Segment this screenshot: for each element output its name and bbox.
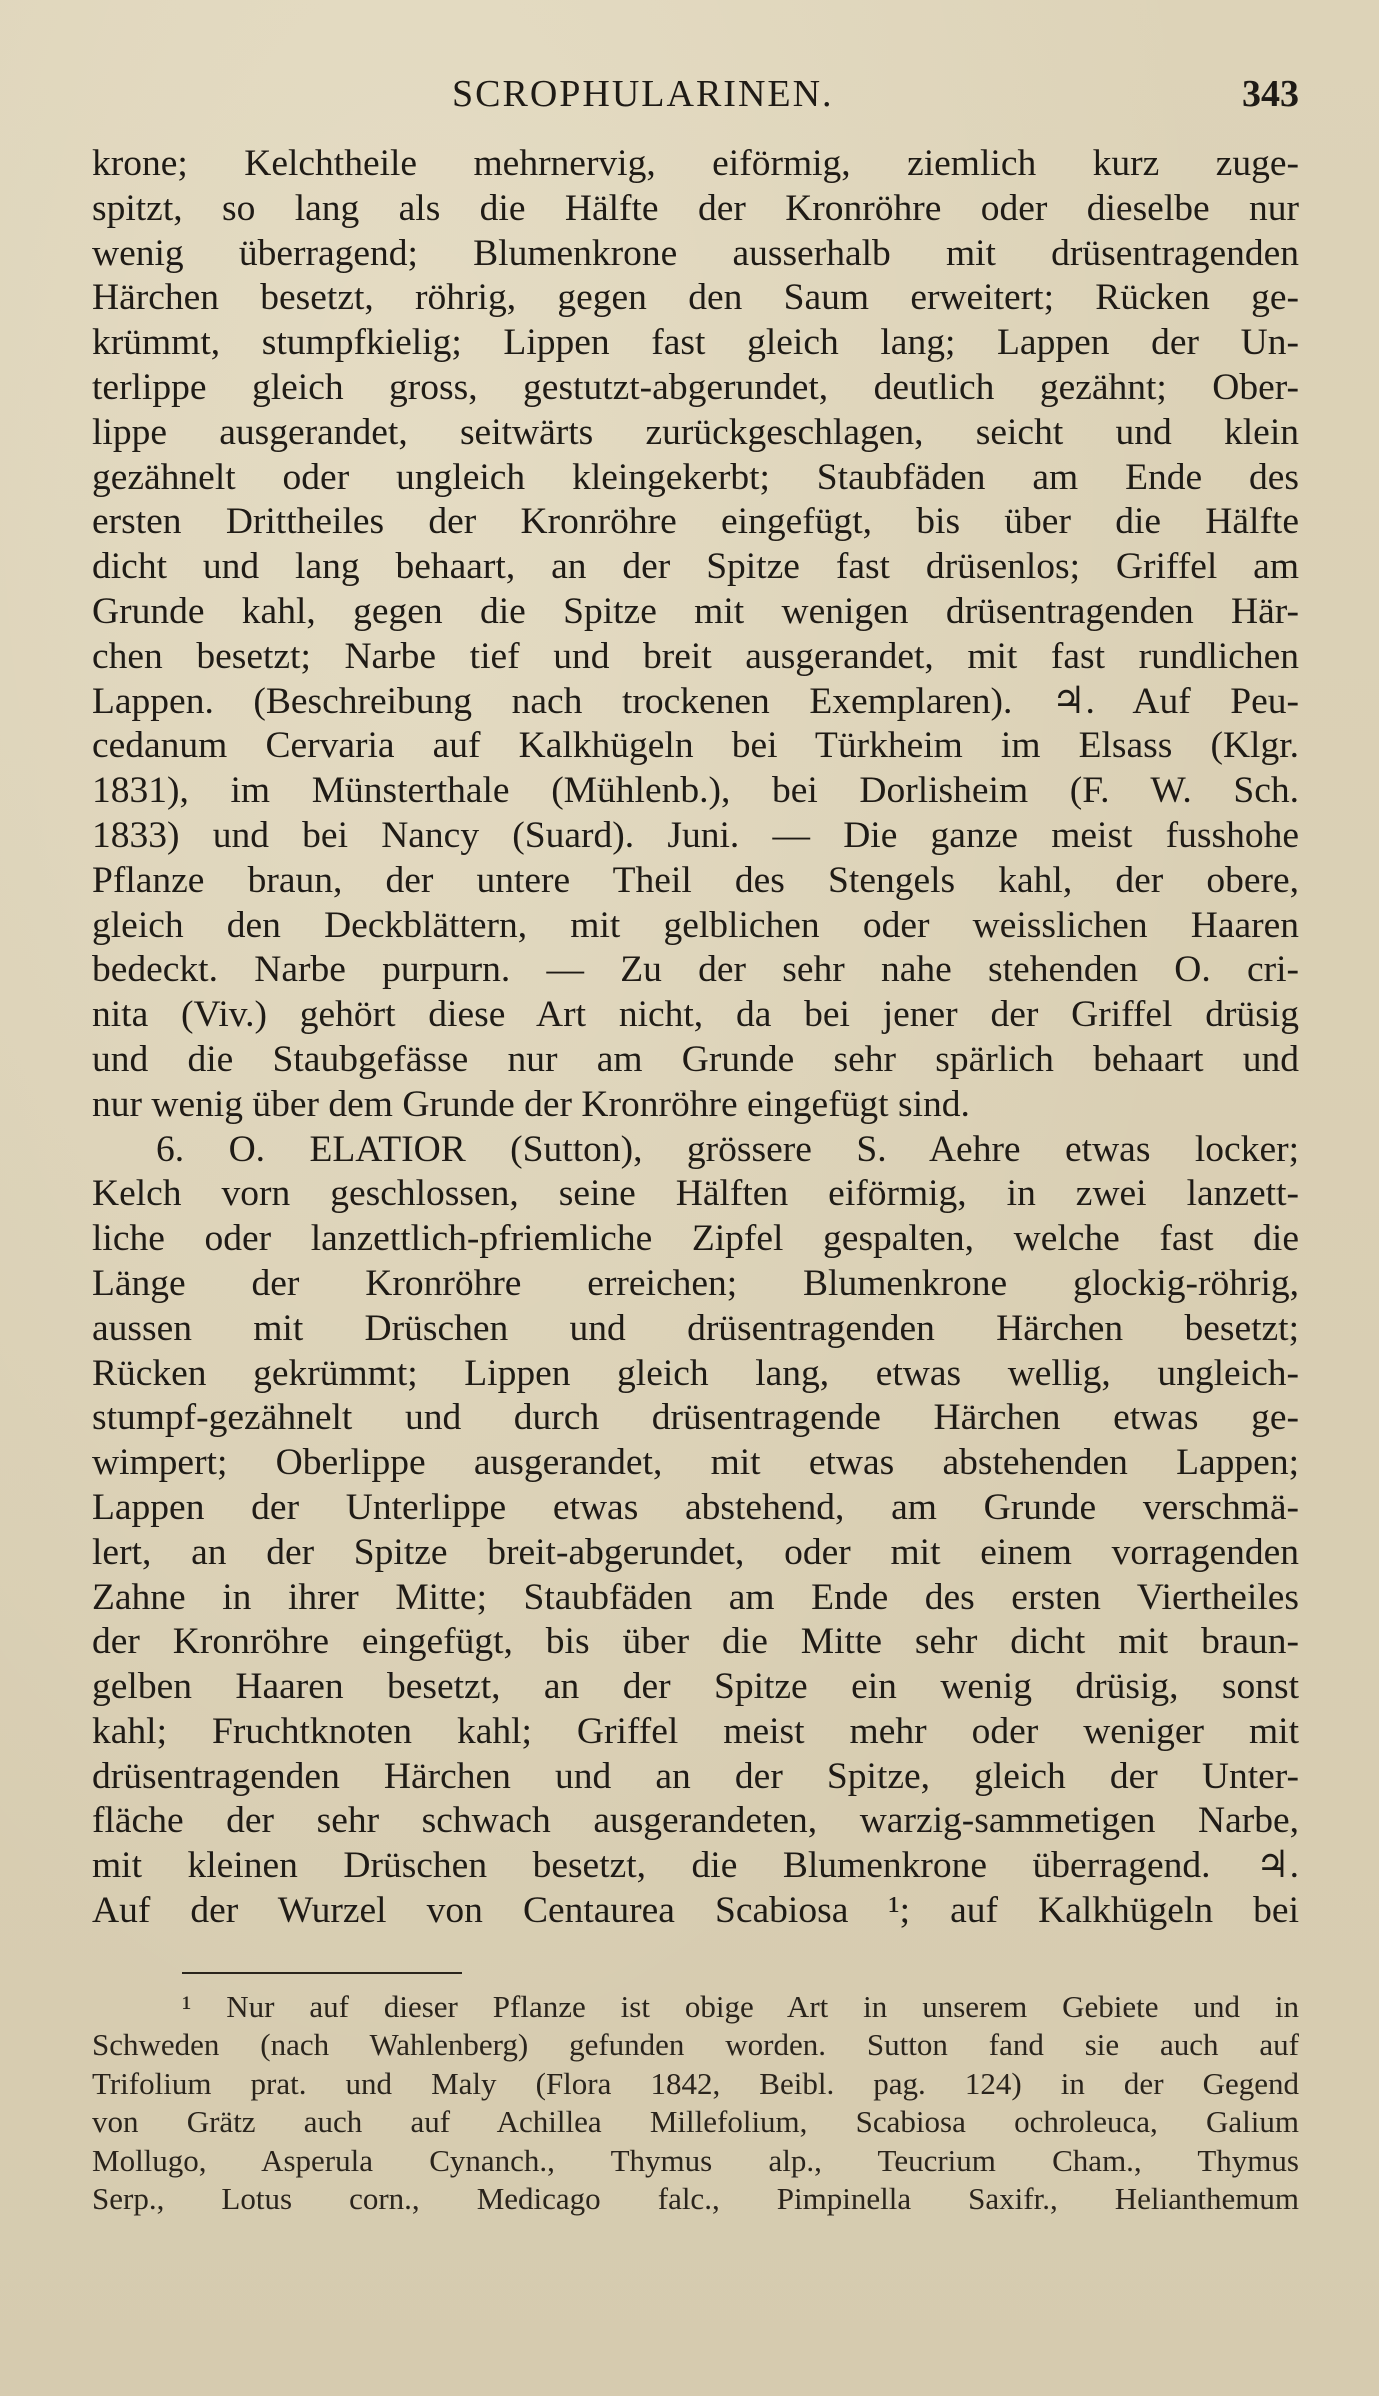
footnote-line: von Grätz auch auf Achillea Millefolium, Scabiosa ochroleuca, Galium (92, 2104, 1299, 2140)
text-line: kahl; Fruchtknoten kahl; Griffel meist mehr oder weniger mit (92, 1710, 1299, 1752)
text-line: fläche der sehr schwach ausgerandeten, warzig-sammetigen Narbe, (92, 1800, 1299, 1842)
text-line: Pflanze braun, der untere Theil des Stengels kahl, der obere, (92, 859, 1299, 901)
text-line: Länge der Kronröhre erreichen; Blumenkrone glockig-röhrig, (92, 1262, 1299, 1304)
footnote-line: Serp., Lotus corn., Medicago falc., Pimpinella Saxifr., Helianthemum (92, 2181, 1299, 2217)
text-line: lippe ausgerandet, seitwärts zurückgeschlagen, seicht und klein (92, 411, 1299, 453)
footnote-line: Trifolium prat. und Maly (Flora 1842, Beibl. pag. 124) in der Gegend (92, 2065, 1299, 2101)
text-line: cedanum Cervaria auf Kalkhügeln bei Türkheim im Elsass (Klgr. (92, 725, 1299, 767)
running-head: SCROPHULARINEN. (452, 73, 834, 115)
text-line: Lappen. (Beschreibung nach trockenen Exemplaren). ♃. Auf Peu- (92, 680, 1299, 722)
text-line: 1833) und bei Nancy (Suard). Juni. — Die ganze meist fusshohe (92, 814, 1299, 856)
text-line: Zahne in ihrer Mitte; Staubfäden am Ende des ersten Viertheiles (92, 1576, 1299, 1618)
footnote-line: ¹ Nur auf dieser Pflanze ist obige Art in unserem Gebiete und in (182, 1988, 1299, 2024)
text-line: mit kleinen Drüschen besetzt, die Blumenkrone überragend. ♃. (92, 1845, 1299, 1887)
text-line: Auf der Wurzel von Centaurea Scabiosa ¹; auf Kalkhügeln bei (92, 1890, 1299, 1932)
text-line: stumpf-gezähnelt und durch drüsentragende Härchen etwas ge- (92, 1397, 1299, 1439)
text-line: wenig überragend; Blumenkrone ausserhalb mit drüsentragenden (92, 232, 1299, 274)
text-line: Kelch vorn geschlossen, seine Hälften eiförmig, in zwei lanzett- (92, 1173, 1299, 1215)
text-line: gezähnelt oder ungleich kleingekerbt; Staubfäden am Ende des (92, 456, 1299, 498)
footnotes (92, 1988, 1299, 2219)
footnote-line: Schweden (nach Wahlenberg) gefunden worden. Sutton fand sie auch auf (92, 2027, 1299, 2063)
footnote-divider (182, 1972, 462, 1974)
text-line: ersten Drittheiles der Kronröhre eingefügt, bis über die Hälfte (92, 501, 1299, 543)
text-line: bedeckt. Narbe purpurn. — Zu der sehr nahe stehenden O. cri- (92, 949, 1299, 991)
text-line: krone; Kelchtheile mehrnervig, eiförmig, ziemlich kurz zuge- (92, 143, 1299, 184)
text-line: spitzt, so lang als die Hälfte der Kronröhre oder dieselbe nur (92, 187, 1299, 229)
text-line: und die Staubgefässe nur am Grunde sehr spärlich behaart und (92, 1038, 1299, 1080)
text-line: Grunde kahl, gegen die Spitze mit wenigen drüsentragenden Här- (92, 590, 1299, 632)
text-line: nita (Viv.) gehört diese Art nicht, da bei jener der Griffel drüsig (92, 994, 1299, 1036)
footnote-line: Mollugo, Asperula Cynanch., Thymus alp., Teucrium Cham., Thymus (92, 2142, 1299, 2178)
text-line: lert, an der Spitze breit-abgerundet, oder mit einem vorragenden (92, 1531, 1299, 1573)
text-line: Härchen besetzt, röhrig, gegen den Saum erweitert; Rücken ge- (92, 277, 1299, 319)
text-line: gelben Haaren besetzt, an der Spitze ein wenig drüsig, sonst (92, 1666, 1299, 1708)
text-line: chen besetzt; Narbe tief und breit ausgerandet, mit fast rundlichen (92, 635, 1299, 677)
text-line: Rücken gekrümmt; Lippen gleich lang, etwas wellig, ungleich- (92, 1352, 1299, 1394)
text-line: nur wenig über dem Grunde der Kronröhre eingefügt sind. (92, 1083, 970, 1125)
text-line: drüsentragenden Härchen und an der Spitze, gleich der Unter- (92, 1755, 1299, 1797)
text-line: krümmt, stumpfkielig; Lippen fast gleich lang; Lappen der Un- (92, 322, 1299, 364)
text-line: dicht und lang behaart, an der Spitze fast drüsenlos; Griffel am (92, 546, 1299, 588)
text-line: der Kronröhre eingefügt, bis über die Mitte sehr dicht mit braun- (92, 1621, 1299, 1663)
species-heading-line: 6. O. ELATIOR (Sutton), grössere S. Aehre etwas locker; (156, 1128, 1299, 1170)
text-line: terlippe gleich gross, gestutzt-abgerundet, deutlich gezähnt; Ober- (92, 366, 1299, 408)
main-text (92, 142, 1299, 1934)
text-line: liche oder lanzettlich-pfriemliche Zipfel gespalten, welche fast die (92, 1218, 1299, 1260)
text-line: wimpert; Oberlippe ausgerandet, mit etwas abstehenden Lappen; (92, 1442, 1299, 1484)
page-header (92, 72, 1299, 142)
text-line: 1831), im Münsterthale (Mühlenb.), bei Dorlisheim (F. W. Sch. (92, 770, 1299, 812)
text-line: aussen mit Drüschen und drüsentragenden Härchen besetzt; (92, 1307, 1299, 1349)
text-line: gleich den Deckblättern, mit gelblichen oder weisslichen Haaren (92, 904, 1299, 946)
page-number: 343 (1242, 73, 1299, 115)
text-line: Lappen der Unterlippe etwas abstehend, am Grunde verschmä- (92, 1486, 1299, 1528)
